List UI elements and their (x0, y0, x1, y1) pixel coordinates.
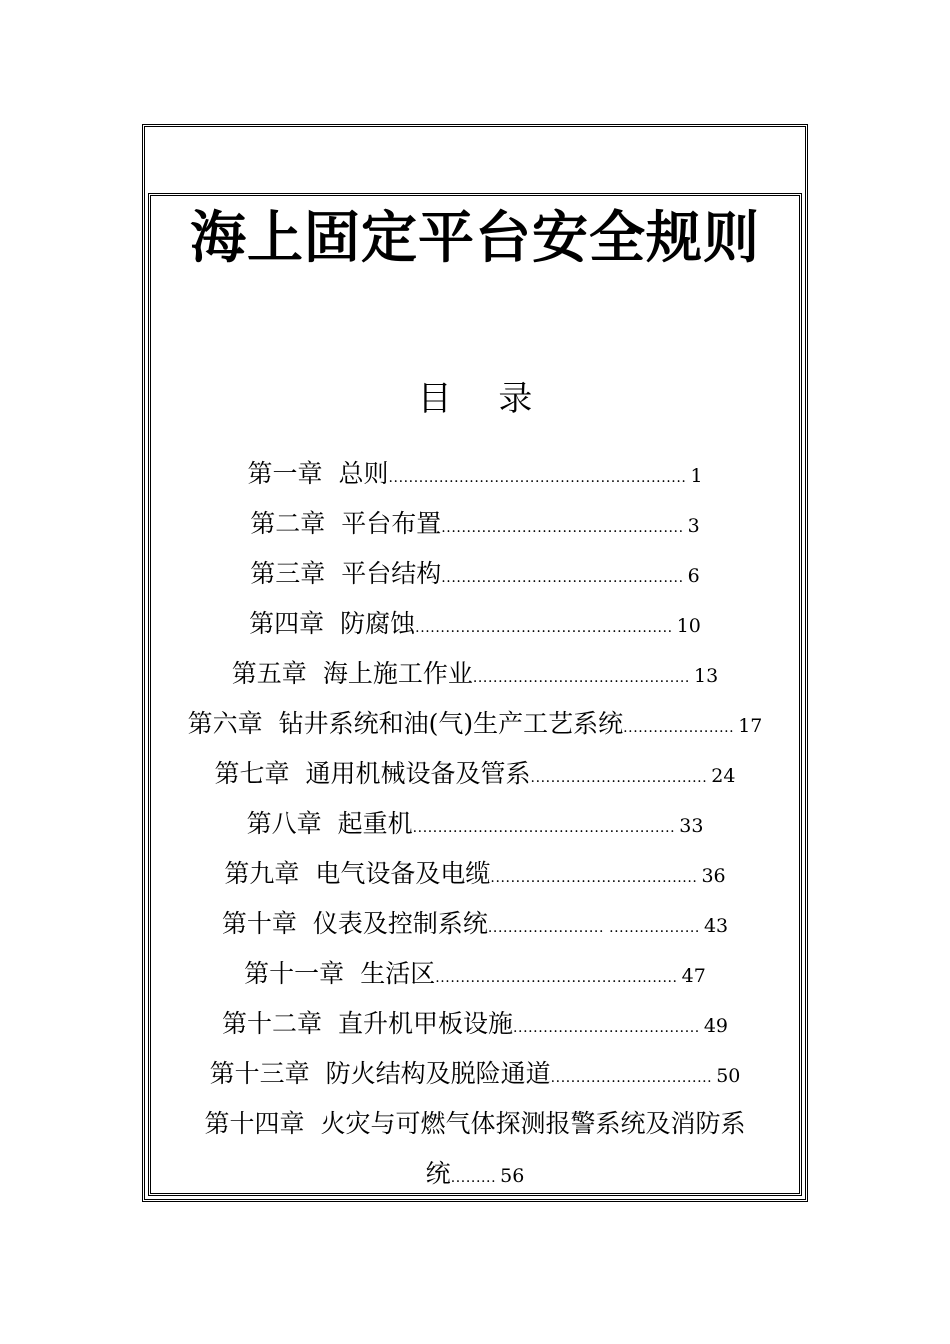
toc-chapter-number: 第十二章 (221, 1009, 322, 1038)
toc-entry-chapter-14-continuation[interactable] (0, 1156, 950, 1196)
toc-chapter-number: 第十四章 (204, 1109, 305, 1138)
toc-page-number: 33 (679, 815, 704, 837)
toc-entry-chapter-5[interactable] (0, 656, 950, 696)
toc-page-number: 47 (681, 965, 706, 987)
document-title: 海上固定平台安全规则 (190, 206, 760, 271)
toc-leader-dots: ......... (450, 1170, 497, 1186)
toc-entry-chapter-11[interactable] (0, 956, 950, 996)
toc-chapter-number: 第十三章 (209, 1059, 310, 1088)
toc-leader-dots: ................................................... (415, 620, 673, 636)
toc-chapter-number: 第四章 (249, 609, 325, 638)
toc-leader-dots: ......................................... (490, 870, 698, 886)
toc-chapter-name: 平台结构 (341, 559, 442, 588)
toc-chapter-number: 第八章 (246, 809, 322, 838)
toc-page-number: 1 (690, 465, 703, 487)
toc-chapter-name: 火灾与可燃气体探测报警系统及消防系 (320, 1109, 746, 1138)
toc-page-number: 43 (703, 915, 729, 937)
toc-leader-dots: ................................... (530, 770, 708, 786)
toc-chapter-number: 第五章 (231, 659, 307, 688)
toc-chapter-name: 通用机械设备及管系 (305, 759, 531, 788)
toc-chapter-name: 平台布置 (341, 509, 442, 538)
toc-entry-chapter-14[interactable] (0, 1106, 950, 1145)
toc-leader-dots: ................................ (550, 1070, 713, 1086)
toc-chapter-number: 第十章 (221, 909, 297, 938)
toc-page-number: 13 (694, 665, 719, 687)
toc-leader-dots: .................................................... (412, 820, 676, 836)
toc-entry-chapter-9[interactable] (0, 856, 950, 896)
toc-entry-chapter-12[interactable] (0, 1006, 950, 1046)
toc-chapter-number: 第二章 (250, 509, 326, 538)
toc-chapter-name: 钻井系统和油(气)生产工艺系统 (278, 709, 624, 738)
toc-leader-dots: ........................................................... (388, 470, 687, 486)
toc-page-number: 50 (716, 1065, 741, 1087)
toc-chapter-name-continuation: 统 (425, 1159, 451, 1188)
toc-leader-dots: ................................................ (435, 970, 678, 986)
toc-chapter-number: 第七章 (214, 759, 290, 788)
toc-entry-chapter-2[interactable] (0, 506, 950, 546)
toc-page-number: 6 (687, 565, 700, 587)
toc-chapter-number: 第十一章 (244, 959, 345, 988)
toc-chapter-name: 仪表及控制系统 (312, 909, 488, 938)
toc-leader-dots: ........................................... (472, 670, 690, 686)
toc-page-number: 3 (687, 515, 700, 537)
toc-chapter-name: 电气设备及电缆 (315, 859, 491, 888)
toc-chapter-name: 直升机甲板设施 (337, 1009, 513, 1038)
toc-chapter-name: 防腐蚀 (340, 609, 416, 638)
toc-entry-chapter-13[interactable] (0, 1056, 950, 1096)
toc-chapter-name: 起重机 (337, 809, 413, 838)
toc-entry-chapter-10[interactable] (0, 906, 950, 946)
toc-page-number: 24 (711, 765, 736, 787)
toc-leader-dots: ................................................ (441, 520, 684, 536)
toc-leader-dots: ..................................... (512, 1020, 700, 1036)
toc-page-number: 36 (701, 865, 726, 887)
toc-entry-chapter-6[interactable] (0, 706, 950, 746)
toc-chapter-number: 第九章 (224, 859, 300, 888)
toc-page-number: 49 (703, 1015, 729, 1037)
toc-chapter-number: 第六章 (187, 709, 263, 738)
toc-chapter-number: 第一章 (247, 459, 323, 488)
toc-entry-chapter-8[interactable] (0, 806, 950, 846)
toc-chapter-name: 总则 (338, 459, 389, 488)
toc-page-number: 10 (676, 615, 701, 637)
toc-entry-chapter-7[interactable] (0, 756, 950, 796)
toc-leader-dots: ................................................ (441, 570, 684, 586)
toc-page-number: 17 (738, 715, 763, 737)
toc-chapter-name: 生活区 (360, 959, 436, 988)
toc-entry-chapter-3[interactable] (0, 556, 950, 596)
toc-page-number: 56 (500, 1165, 525, 1187)
toc-leader-dots: ...................... (623, 720, 735, 736)
toc-entry-chapter-4[interactable] (0, 606, 950, 646)
toc-heading: 目 录 (417, 379, 551, 419)
toc-entry-chapter-1[interactable] (0, 456, 950, 496)
toc-leader-dots: ....................... .................. (487, 920, 700, 936)
toc-chapter-name: 防火结构及脱险通道 (325, 1059, 551, 1088)
toc-chapter-name: 海上施工作业 (322, 659, 473, 688)
toc-chapter-number: 第三章 (250, 559, 326, 588)
